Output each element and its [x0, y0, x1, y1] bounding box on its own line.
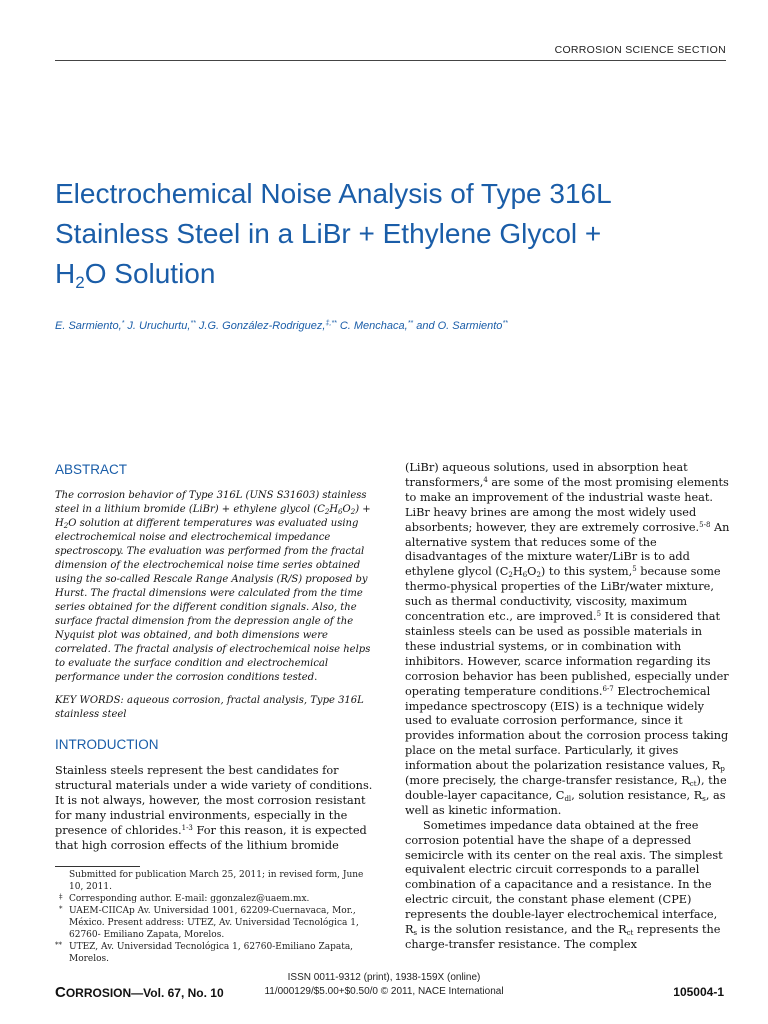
footnote: * UAEM-CIICAp Av. Universidad 1001, 62209-Cuernavaca, Mor., México. Present address: UTEZ, Av. Universidad Tecnológica 1, 62760- Emiliano Zapata, Morelos.: [59, 905, 359, 940]
footnote: ‡ Corresponding author. E-mail: ggonzalez@uaem.mx.: [59, 893, 310, 904]
left-column: [55, 461, 375, 853]
keywords: KEY WORDS: aqueous corrosion, fractal analysis, Type 316L stainless steel: [55, 695, 364, 720]
title-line: Stainless Steel in a LiBr + Ethylene Glycol +: [55, 218, 602, 249]
page-number: 105004-1: [673, 985, 724, 999]
author-list: E. Sarmiento,* J. Uruchurtu,** J.G. González-Rodriguez,‡,** C. Menchaca,** and O. Sarmiento**: [55, 320, 508, 332]
introduction-heading: INTRODUCTION: [55, 737, 159, 752]
footnote-submitted: Submitted for publication March 25, 2011; in revised form, June 10, 2011.: [69, 870, 364, 892]
footer-copyright: 11/000129/$5.00+$0.50/0 © 2011, NACE International: [264, 986, 504, 997]
running-header: CORROSION SCIENCE SECTION: [554, 44, 726, 56]
footer-issn: ISSN 0011-9312 (print), 1938-159X (online): [287, 972, 481, 983]
abstract-text: The corrosion behavior of Type 316L (UNS S31603) stainless steel in a lithium bromide (LiBr) + ethylene glycol $(C_2H_6O_2) + H_2O$ solution at different temperatures was evaluated using electrochemical noise and electrochemical impedance spectroscopy. The evaluation was performed from the fractal dimension of the electrochemical noise time series obtained using the so-called Rescale Range Analysis (R/S) proposed by Hurst. The fractal dimensions were calculated from the time series obtained for the different condition signals. Also, the surface fractal dimension from the depression angle of the Nyquist plot was obtained, and both dimensions were correlated. The fractal analysis of electrochemical noise helps to evaluate the surface condition and electrochemical performance under the corrosion conditions tested.: [55, 490, 371, 683]
footer-journal: CORROSION—Vol. 67, No. 10: [55, 984, 224, 1001]
title-line: Electrochemical Noise Analysis of Type 316L: [55, 178, 612, 209]
right-column: [405, 461, 730, 953]
title-line: $H_2O$ Solution: [55, 258, 216, 292]
article-title: [55, 174, 735, 294]
intro-paragraph: Sometimes impedance data obtained at the free corrosion potential have the shape of a depressed semicircle with its center on the real axis. The simplest equivalent electric circuit corresponds to a parallel combination of a capacitance and a resistance. In the electric circuit, the constant phase element (CPE) represents the double-layer electrochemical interface, $R_s$ is the solution resistance, and the $R_{ct}$ represents the charge-transfer resistance. The complex: [405, 818, 723, 951]
abstract-heading: ABSTRACT: [55, 462, 128, 477]
intro-paragraph: (LiBr) aqueous solutions, used in absorption heat transformers,$^4$ are some of the most promising elements to make an improvement of the industrial waste heat. LiBr heavy brines are among the most widely used absorbents; however, they are extremely corrosive.$^{5-8}$ An alternative system that reduces some of the disadvantages of the mixture water/LiBr is to add ethylene glycol $(C_2H_6O_2)$ to this system,$^5$ because some thermo-physical properties of the LiBr/water mixture, such as thermal conductivity, viscosity, maximum concentration etc., are improved.$^5$ It is considered that stainless steels can be used as possible materials in these industrial systems, or in combination with inhibitors. However, scarce information regarding its corrosion behavior has been published, especially under operating temperature conditions.$^{6-7}$ Electrochemical impedance spectroscopy (EIS) is a technique widely used to evaluate corrosion performance, since it provides information about the corrosion process taking place on the metal surface. Particularly, it gives information about the polarization resistance values, $R_p$ (more precisely, the charge-transfer resistance, $R_{ct}$), the double-layer capacitance, $C_{dl}$, solution resistance, $R_s$, as well as kinetic information.: [405, 461, 730, 817]
footnote: ** UTEZ, Av. Universidad Tecnológica 1, 62760-Emiliano Zapata, Morelos.: [55, 941, 354, 964]
footnote-rule: [55, 866, 140, 867]
footnotes: [55, 869, 375, 965]
intro-paragraph: Stainless steels represent the best candidates for structural materials under a wide variety of conditions. It is not always, however, the most corrosion resistant for many industrial environments, especially in the presence of chlorides.$^{1-3}$ For this reason, it is expected that high corrosion effects of the lithium bromide: [55, 764, 373, 852]
header-rule: [55, 60, 726, 61]
